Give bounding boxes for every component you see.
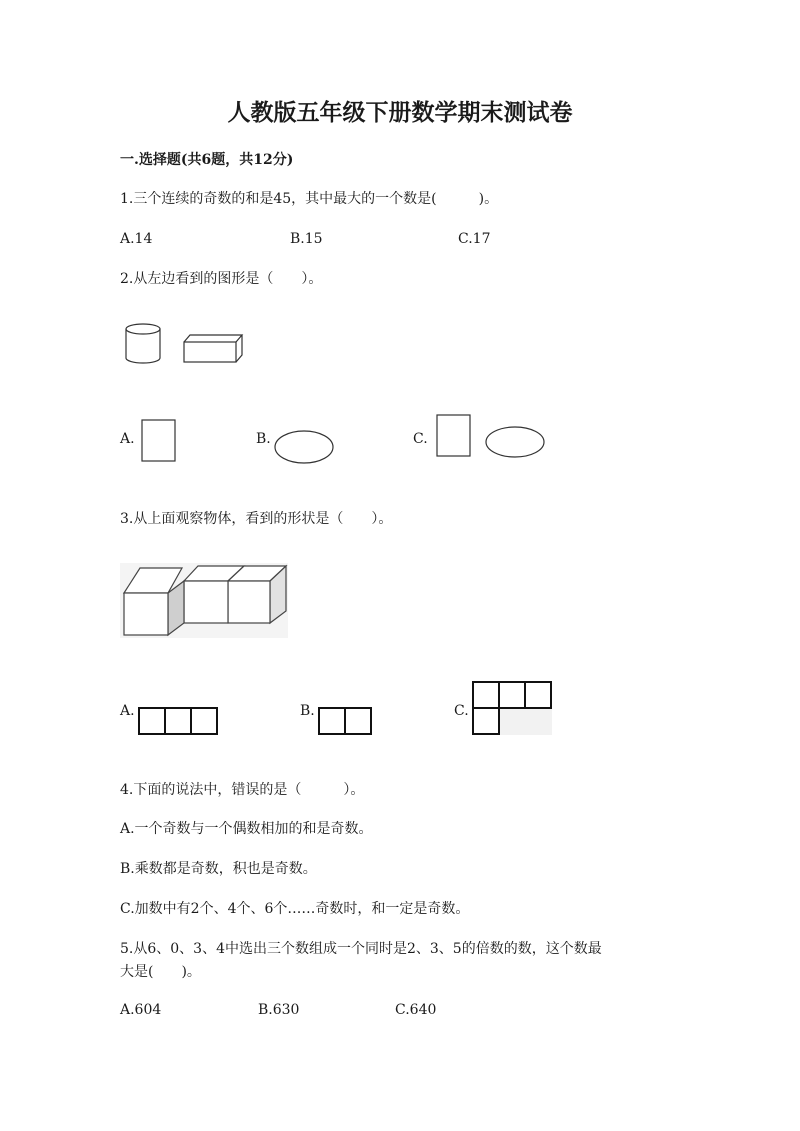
question-1-option-a[interactable]: A.14 xyxy=(120,231,153,247)
question-3-option-a[interactable]: A. xyxy=(120,703,135,719)
cuboid-shape xyxy=(184,335,242,362)
question-1-option-c[interactable]: C.17 xyxy=(458,231,491,247)
question-2-option-c-shapes xyxy=(436,414,548,460)
question-3-option-c[interactable]: C. xyxy=(454,703,469,719)
question-2-option-a-rectangle xyxy=(141,419,177,463)
question-2-option-b-ellipse xyxy=(273,430,335,466)
question-2-solids-figure xyxy=(118,318,248,370)
cylinder-shape xyxy=(126,324,160,363)
question-3-option-b[interactable]: B. xyxy=(300,703,315,719)
question-1-stem: 1.三个连续的奇数的和是45，其中最大的一个数是( )。 xyxy=(120,191,499,207)
question-1-option-b[interactable]: B.15 xyxy=(290,231,323,247)
question-5-option-b[interactable]: B.630 xyxy=(258,1002,300,1018)
question-3-stem: 3.从上面观察物体，看到的形状是（ ）。 xyxy=(120,511,393,527)
question-3-cubes-figure xyxy=(120,563,290,639)
section-heading: 一.选择题(共6题，共12分) xyxy=(120,152,294,168)
question-4-option-a[interactable]: A.一个奇数与一个偶数相加的和是奇数。 xyxy=(120,821,373,837)
question-4-option-b[interactable]: B.乘数都是奇数，积也是奇数。 xyxy=(120,861,317,877)
question-2-option-c[interactable]: C. xyxy=(413,431,428,447)
question-2-option-a[interactable]: A. xyxy=(120,431,135,447)
question-4-stem: 4.下面的说法中，错误的是（ ）。 xyxy=(120,782,365,798)
question-5-stem-line2: 大是( )。 xyxy=(120,964,201,980)
question-4-option-c[interactable]: C.加数中有2个、4个、6个……奇数时，和一定是奇数。 xyxy=(120,901,470,917)
question-3-option-a-three-squares xyxy=(138,707,220,737)
question-5-stem-line1: 5.从6、0、3、4中选出三个数组成一个同时是2、3、5的倍数的数，这个数最 xyxy=(120,941,602,957)
question-3-option-c-l-shape xyxy=(472,681,554,737)
question-2-option-b[interactable]: B. xyxy=(256,431,271,447)
question-5-option-c[interactable]: C.640 xyxy=(395,1002,437,1018)
question-3-option-b-two-squares xyxy=(318,707,374,737)
question-2-stem: 2.从左边看到的图形是（ ）。 xyxy=(120,271,323,287)
page-title: 人教版五年级下册数学期末测试卷 xyxy=(227,99,573,126)
question-5-option-a[interactable]: A.604 xyxy=(120,1002,162,1018)
